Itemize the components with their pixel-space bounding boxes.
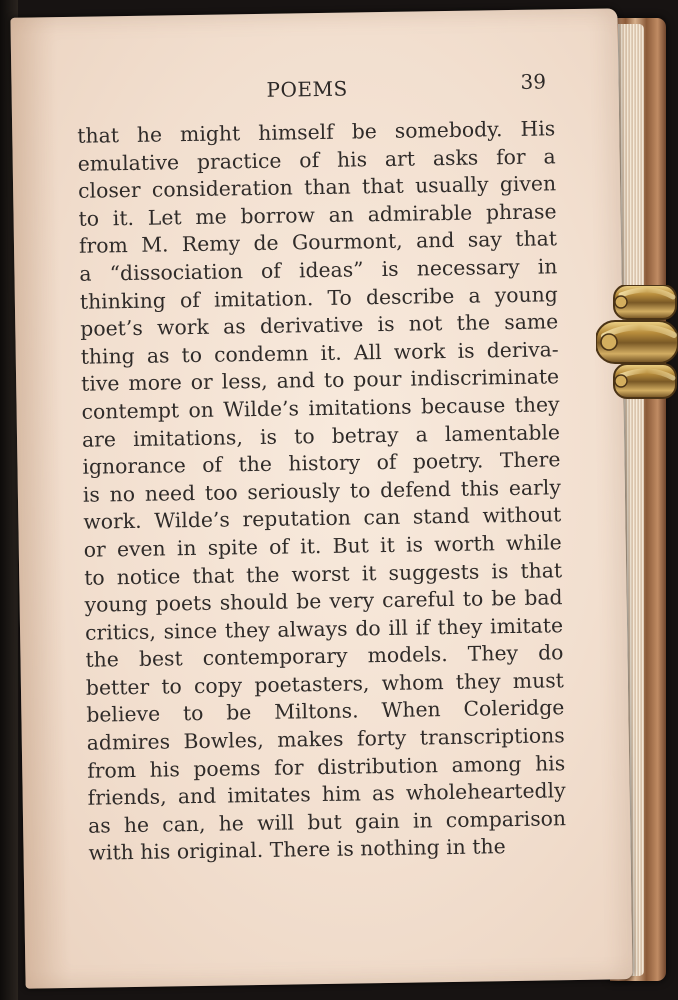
text-line: the best contemporary models. They do xyxy=(85,640,564,673)
text-line: are imitations, is to betray a lamentable xyxy=(81,419,561,452)
text-line: young poets should be very careful to be bad xyxy=(84,585,563,617)
running-title: POEMS xyxy=(266,76,348,102)
book-page xyxy=(10,8,632,988)
text-line: friends, and imitates him as wholeheartedly xyxy=(87,778,566,810)
text-line: or even in spite of it. But it is worth while xyxy=(83,530,562,562)
text-line: poet’s work as derivative is not the same xyxy=(80,309,559,341)
text-line: from his poems for distribution among his xyxy=(87,750,566,783)
text-line: a “dissociation of ideas” is necessary in xyxy=(79,254,558,286)
text-line: thing as to condemn it. All work is deriva- xyxy=(80,337,559,369)
text-line: contempt on Wilde’s imitations because they xyxy=(81,392,560,424)
text-line: closer consideration than that usually given xyxy=(77,171,557,203)
text-line: critics, since they always do ill if they imitate xyxy=(84,612,564,645)
text-line: is no need too seriously to defend this early xyxy=(82,474,562,507)
text-line: tive more or less, and to pour indiscriminate xyxy=(80,364,560,397)
brass-clasp-icon xyxy=(596,285,678,403)
text-line: ignorance of the history of poetry. There xyxy=(82,447,561,479)
page-header xyxy=(11,66,618,110)
text-line: work. Wilde’s reputation can stand without xyxy=(83,502,562,535)
text-line: believe to be Miltons. When Coleridge xyxy=(86,695,565,728)
text-line: that he might himself be somebody. His xyxy=(77,116,556,148)
text-line: emulative practice of his art asks for a xyxy=(77,143,556,176)
text-line: from M. Remy de Gourmont, and say that xyxy=(78,226,558,259)
text-line: as he can, he will but gain in comparison xyxy=(87,806,567,838)
text-line: to it. Let me borrow an admirable phrase xyxy=(78,199,557,231)
text-line: better to copy poetasters, whom they must xyxy=(85,668,565,700)
text-line: with his original. There is nothing in the xyxy=(88,834,506,866)
page-number: 39 xyxy=(520,69,547,94)
text-line: thinking of imitation. To describe a young xyxy=(79,281,559,314)
body-text xyxy=(77,115,567,867)
text-line: admires Bowles, makes forty transcriptions xyxy=(86,723,565,755)
text-line: to notice that the worst it suggests is that xyxy=(84,557,563,590)
